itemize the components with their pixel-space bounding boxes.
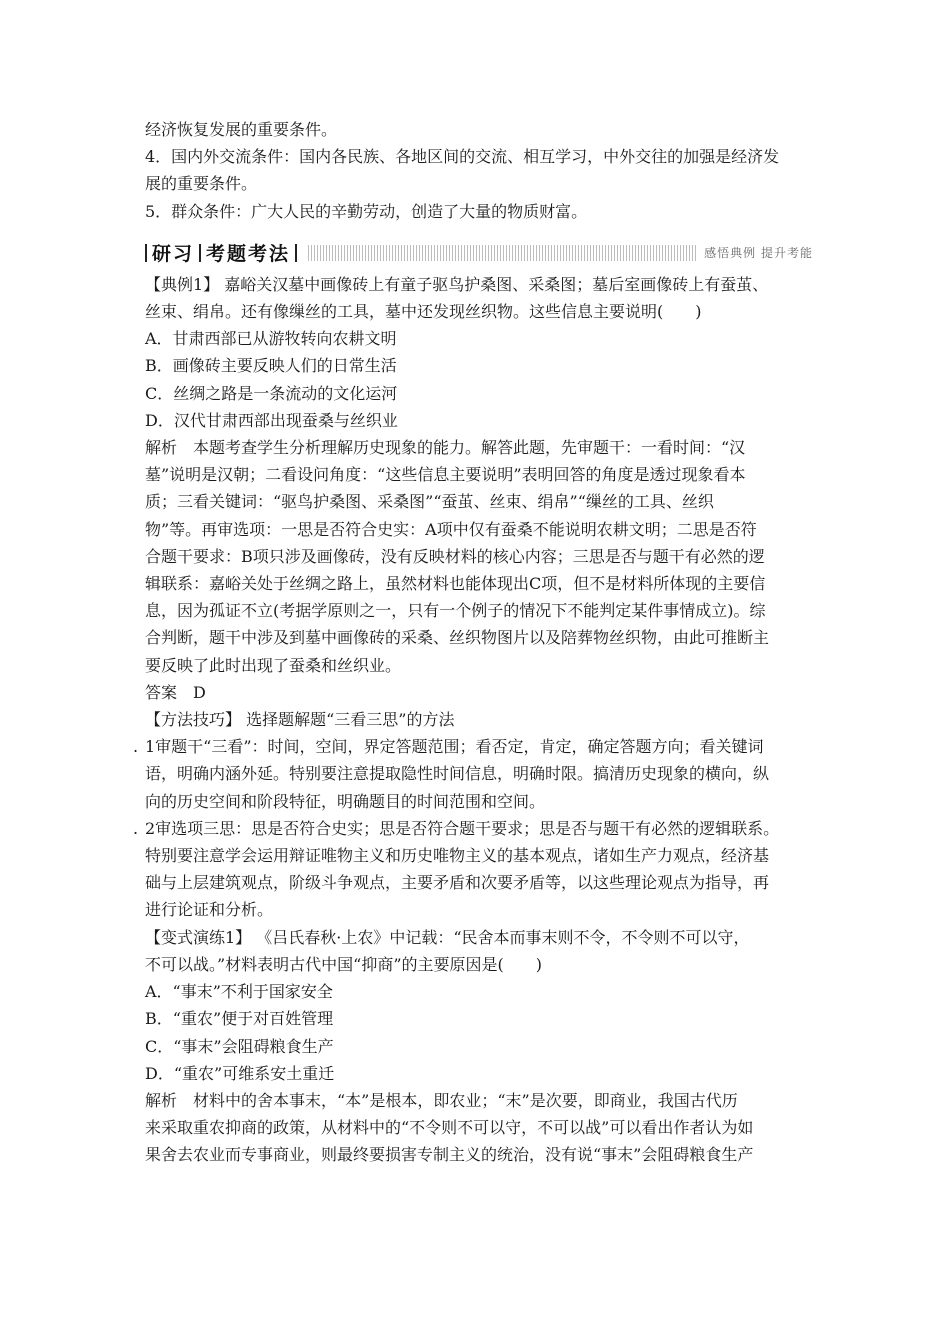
variant-1	[145, 924, 815, 1169]
divider-bar	[295, 244, 297, 262]
method-point-2-line: 进行论证和分析。	[145, 900, 274, 920]
section-header	[145, 241, 815, 265]
question-line: 丝束、绢帛。还有像缫丝的工具，墓中还发现丝织物。这些信息主要说明( )	[145, 302, 702, 322]
analysis-line: 来采取重农抑商的政策，从材料中的“不令则不可以守，不可以战”可以看出作者认为如	[145, 1118, 754, 1138]
section-label-b: 考题考法	[206, 243, 291, 266]
method-point-2-line: 特别要注意学会运用辩证唯物主义和历史唯物主义的基本观点，诸如生产力观点，经济基	[145, 846, 770, 866]
example-1	[145, 271, 815, 706]
text-line: 5．群众条件：广大人民的辛勤劳动，创造了大量的物质财富。	[145, 201, 588, 221]
question-line: 【典例1】 嘉峪关汉墓中画像砖上有童子驱鸟护桑图、采桑图；墓后室画像砖上有蚕茧、	[145, 274, 769, 294]
bullet-dot-icon: .	[133, 737, 139, 757]
section-dotted-fill	[308, 245, 815, 261]
method-tips	[133, 706, 815, 924]
analysis-line: 合判断，题干中涉及到墓中画像砖的采桑、丝织物图片以及陪葬物丝织物，由此可推断主	[145, 628, 770, 648]
option-c: C．“事末”会阻碍粮食生产	[145, 1036, 334, 1056]
section-label-a: 研习	[152, 243, 195, 266]
method-point-2-line: 础与上层建筑观点，阶级斗争观点，主要矛盾和次要矛盾等，以这些理论观点为指导，再	[145, 873, 770, 893]
question-line: 【变式演练1】 《吕氏春秋·上农》中记载：“民舍本而事末则不令，不令则不可以守，	[145, 927, 750, 947]
analysis-line: 解析 本题考查学生分析理解历史现象的能力。解答此题，先审题干：一看时间：“汉	[145, 438, 746, 458]
divider-bar	[199, 244, 201, 262]
option-d: D．“重农”可维系安土重迁	[145, 1063, 335, 1083]
option-b: B．“重农”便于对百姓管理	[145, 1009, 334, 1029]
method-point-2-line: . 2审选项三思：思是否符合史实；思是否符合题干要求；思是否与题干有必然的逻辑联系。	[145, 815, 815, 842]
text-line: 4．国内外交流条件：国内各民族、各地区间的交流、相互学习，中外交往的加强是经济发	[145, 147, 780, 167]
method-point-1-line: 语，明确内涵外延。特别要注意提取隐性时间信息，明确时限。搞清历史现象的横向，纵	[145, 764, 770, 784]
answer-line: 答案 D	[145, 682, 206, 702]
text-line: 展的重要条件。	[145, 174, 258, 194]
analysis-line: 解析 材料中的舍本事末，“本”是根本，即农业；“末”是次要，即商业，我国古代历	[145, 1090, 738, 1110]
analysis-line: 息，因为孤证不立(考据学原则之一，只有一个例子的情况下不能判定某件事情成立)。综	[145, 601, 766, 621]
option-d: D．汉代甘肃西部出现蚕桑与丝织业	[145, 410, 398, 430]
question-line: 不可以战。”材料表明古代中国“抑商”的主要原因是( )	[145, 954, 543, 974]
analysis-line: 物”等。再审选项：一思是否符合史实：A项中仅有蚕桑不能说明农耕文明；二思是否符	[145, 519, 757, 539]
option-c: C．丝绸之路是一条流动的文化运河	[145, 383, 398, 403]
bullet-dot-icon: .	[133, 818, 139, 838]
analysis-line: 墓”说明是汉朝；二看设问角度：“这些信息主要说明”表明回答的角度是透过现象看本	[145, 465, 746, 485]
text-line: 经济恢复发展的重要条件。	[145, 120, 338, 139]
option-a: A．甘肃西部已从游牧转向农耕文明	[145, 329, 397, 349]
option-b: B．画像砖主要反映人们的日常生活	[145, 356, 397, 376]
divider-bar	[145, 244, 147, 262]
method-point-1-line: 向的历史空间和阶段特征，明确题目的时间范围和空间。	[145, 791, 546, 811]
method-title: 【方法技巧】 选择题解题“三看三思”的方法	[145, 710, 455, 730]
analysis-line: 果舍去农业而专事商业，则最终要损害专制主义的统治，没有说“事末”会阻碍粮食生产	[145, 1145, 754, 1165]
analysis-line: 合题干要求：B项只涉及画像砖，没有反映材料的核心内容；三思是否与题干有必然的逻	[145, 546, 765, 566]
document-page	[133, 116, 815, 1169]
analysis-line: 质；三看关键词：“驱鸟护桑图、采桑图”“蚕茧、丝束、绢帛”“缫丝的工具、丝织	[145, 492, 714, 512]
method-point-1-line: . 1审题干“三看”：时间，空间，界定答题范围；看否定，肯定，确定答题方向；看关键词	[145, 733, 815, 760]
option-a: A．“事末”不利于国家安全	[145, 982, 333, 1002]
analysis-line: 辑联系：嘉峪关处于丝绸之路上，虽然材料也能体现出C项，但不是材料所体现的主要信	[145, 574, 766, 594]
analysis-line: 要反映了此时出现了蚕桑和丝织业。	[145, 655, 402, 675]
section-subtitle: 感悟典例 提升考能	[698, 244, 815, 261]
